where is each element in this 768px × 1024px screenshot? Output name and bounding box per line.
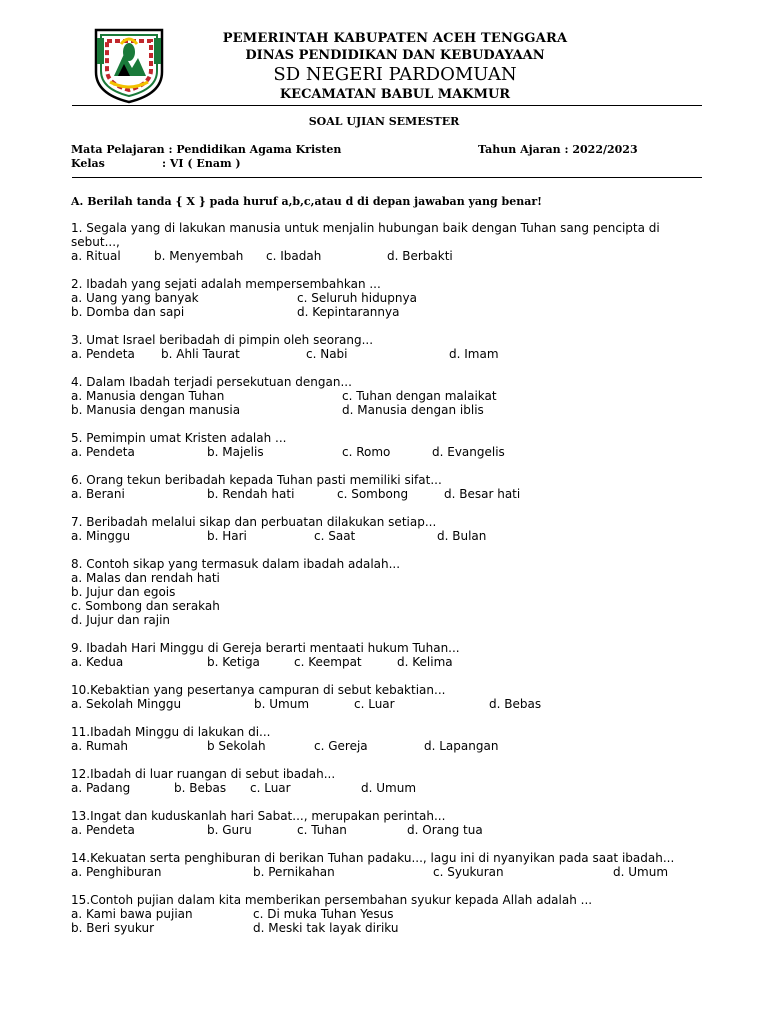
- options-row: [71, 445, 711, 459]
- question-text: 3. Umat Israel beribadah di pimpin oleh seorang...: [71, 333, 374, 347]
- option-b[interactable]: b. Menyembah: [154, 249, 244, 263]
- option-b[interactable]: b. Guru: [207, 823, 252, 837]
- option-b[interactable]: b. Beri syukur: [71, 921, 155, 935]
- instruction-text: A. Berilah tanda { X } pada huruf a,b,c,atau d di depan jawaban yang benar!: [71, 195, 542, 208]
- options-row: [71, 529, 711, 543]
- header-divider: [72, 105, 702, 106]
- option-c[interactable]: c. Sombong dan serakah: [71, 599, 220, 613]
- options-row: [71, 781, 711, 795]
- option-d[interactable]: d. Jujur dan rajin: [71, 613, 171, 627]
- option-b[interactable]: b. Manusia dengan manusia: [71, 403, 241, 417]
- option-d[interactable]: d. Bulan: [437, 529, 487, 543]
- option-c[interactable]: c. Saat: [314, 529, 356, 543]
- option-d[interactable]: d. Berbakti: [387, 249, 453, 263]
- question-item: [71, 893, 711, 935]
- option-d[interactable]: d. Orang tua: [407, 823, 483, 837]
- option-b[interactable]: b. Umum: [254, 697, 310, 711]
- options-row: [71, 907, 711, 921]
- question-item: [71, 725, 711, 753]
- question-item: [71, 431, 711, 459]
- meta-divider: [72, 177, 702, 178]
- subject-label: Mata Pelajaran : Pendidikan Agama Kristen: [71, 143, 342, 156]
- option-a[interactable]: a. Minggu: [71, 529, 131, 543]
- options-row: [71, 697, 711, 711]
- class-label: Kelas: [71, 157, 105, 170]
- question-text: 13.Ingat dan kuduskanlah hari Sabat..., merupakan perintah...: [71, 809, 446, 823]
- option-a[interactable]: a. Pendeta: [71, 823, 135, 837]
- header-district: KECAMATAN BABUL MAKMUR: [279, 87, 511, 102]
- option-b[interactable]: b. Majelis: [207, 445, 264, 459]
- options-row: [71, 305, 711, 319]
- options-row: [71, 921, 711, 935]
- option-d[interactable]: d. Imam: [449, 347, 499, 361]
- option-a[interactable]: a. Pendeta: [71, 445, 135, 459]
- options-row: [71, 347, 711, 361]
- question-text: 8. Contoh sikap yang termasuk dalam ibadah adalah...: [71, 557, 401, 571]
- question-text: 14.Kekuatan serta penghiburan di berikan Tuhan padaku..., lagu ini di nyanyikan pada saat ibadah...: [71, 851, 675, 865]
- option-a[interactable]: a. Kedua: [71, 655, 124, 669]
- option-d[interactable]: d. Manusia dengan iblis: [342, 403, 484, 417]
- question-text: 15.Contoh pujian dalam kita memberikan persembahan syukur kepada Allah adalah ...: [71, 893, 593, 907]
- header-government: PEMERINTAH KABUPATEN ACEH TENGGARA: [222, 31, 568, 46]
- question-item: [71, 851, 711, 879]
- option-a[interactable]: a. Manusia dengan Tuhan: [71, 389, 225, 403]
- option-a[interactable]: a. Padang: [71, 781, 131, 795]
- options-row: [71, 655, 711, 669]
- question-item: [71, 557, 711, 627]
- option-a[interactable]: a. Pendeta: [71, 347, 135, 361]
- option-c[interactable]: c. Nabi: [306, 347, 348, 361]
- question-text: 2. Ibadah yang sejati adalah mempersembahkan ...: [71, 277, 381, 291]
- option-d[interactable]: d. Umum: [613, 865, 669, 879]
- question-list: [71, 221, 711, 949]
- options-row: [71, 249, 711, 263]
- header-school-name: SD NEGERI PARDOMUAN: [273, 64, 517, 85]
- option-a[interactable]: a. Malas dan rendah hati: [71, 571, 220, 585]
- question-item: [71, 277, 711, 319]
- option-c[interactable]: c. Di muka Tuhan Yesus: [253, 907, 394, 921]
- option-c[interactable]: c. Seluruh hidupnya: [297, 291, 417, 305]
- question-text: 7. Beribadah melalui sikap dan perbuatan dilakukan setiap...: [71, 515, 437, 529]
- question-item: [71, 473, 711, 501]
- option-c[interactable]: c. Tuhan dengan malaikat: [342, 389, 497, 403]
- question-text: 6. Orang tekun beribadah kepada Tuhan pasti memiliki sifat...: [71, 473, 442, 487]
- option-a[interactable]: a. Kami bawa pujian: [71, 907, 193, 921]
- options-row: [71, 389, 711, 403]
- option-d[interactable]: d. Umum: [361, 781, 417, 795]
- question-text: 10.Kebaktian yang pesertanya campuran di sebut kebaktian...: [71, 683, 446, 697]
- option-d[interactable]: d. Lapangan: [424, 739, 499, 753]
- option-c[interactable]: c. Ibadah: [266, 249, 322, 263]
- option-b[interactable]: b. Jujur dan egois: [71, 585, 176, 599]
- option-c[interactable]: c. Luar: [354, 697, 395, 711]
- option-b[interactable]: b. Rendah hati: [207, 487, 295, 501]
- options-row: [71, 487, 711, 501]
- question-text: 4. Dalam Ibadah terjadi persekutuan dengan...: [71, 375, 352, 389]
- question-text: 12.Ibadah di luar ruangan di sebut ibadah...: [71, 767, 336, 781]
- option-c[interactable]: c. Syukuran: [433, 865, 504, 879]
- options-row: [71, 823, 711, 837]
- question-text: 1. Segala yang di lakukan manusia untuk menjalin hubungan baik dengan Tuhan sang pencipta di sebut...,: [71, 221, 660, 249]
- exam-title: SOAL UJIAN SEMESTER: [308, 115, 460, 128]
- option-d[interactable]: d. Meski tak layak diriku: [253, 921, 399, 935]
- options-row: [71, 865, 711, 879]
- question-item: [71, 333, 711, 361]
- option-b[interactable]: b. Ahli Taurat: [161, 347, 240, 361]
- option-d[interactable]: d. Kepintarannya: [297, 305, 400, 319]
- question-item: [71, 221, 711, 263]
- option-c[interactable]: c. Gereja: [314, 739, 368, 753]
- academic-year-label: Tahun Ajaran : 2022/2023: [478, 143, 638, 156]
- regency-crest-icon: [88, 24, 170, 104]
- option-d[interactable]: d. Besar hati: [444, 487, 521, 501]
- options-row: [71, 403, 711, 417]
- header-department: DINAS PENDIDIKAN DAN KEBUDAYAAN: [245, 48, 545, 63]
- option-a[interactable]: a. Sekolah Minggu: [71, 697, 182, 711]
- option-a[interactable]: a. Ritual: [71, 249, 121, 263]
- question-item: [71, 809, 711, 837]
- options-row: [71, 739, 711, 753]
- question-item: [71, 375, 711, 417]
- option-a[interactable]: a. Uang yang banyak: [71, 291, 199, 305]
- option-b[interactable]: b. Pernikahan: [253, 865, 335, 879]
- option-d[interactable]: d. Kelima: [397, 655, 453, 669]
- option-b[interactable]: b. Hari: [207, 529, 247, 543]
- question-text: 9. Ibadah Hari Minggu di Gereja berarti mentaati hukum Tuhan...: [71, 641, 460, 655]
- question-text: 5. Pemimpin umat Kristen adalah ...: [71, 431, 287, 445]
- option-c[interactable]: c. Sombong: [337, 487, 409, 501]
- option-d[interactable]: d. Evangelis: [432, 445, 505, 459]
- option-a[interactable]: a. Berani: [71, 487, 125, 501]
- option-b[interactable]: b. Bebas: [174, 781, 227, 795]
- option-b[interactable]: b Sekolah: [207, 739, 266, 753]
- option-c[interactable]: c. Romo: [342, 445, 391, 459]
- question-item: [71, 767, 711, 795]
- question-text: 11.Ibadah Minggu di lakukan di...: [71, 725, 271, 739]
- question-item: [71, 515, 711, 543]
- question-item: [71, 641, 711, 669]
- class-value: : VI ( Enam ): [162, 157, 241, 170]
- option-c[interactable]: c. Tuhan: [297, 823, 347, 837]
- question-item: [71, 683, 711, 711]
- option-c[interactable]: c. Luar: [250, 781, 291, 795]
- option-c[interactable]: c. Keempat: [294, 655, 362, 669]
- option-b[interactable]: b. Domba dan sapi: [71, 305, 185, 319]
- option-a[interactable]: a. Rumah: [71, 739, 129, 753]
- option-a[interactable]: a. Penghiburan: [71, 865, 162, 879]
- option-d[interactable]: d. Bebas: [489, 697, 542, 711]
- options-row: [71, 291, 711, 305]
- option-b[interactable]: b. Ketiga: [207, 655, 260, 669]
